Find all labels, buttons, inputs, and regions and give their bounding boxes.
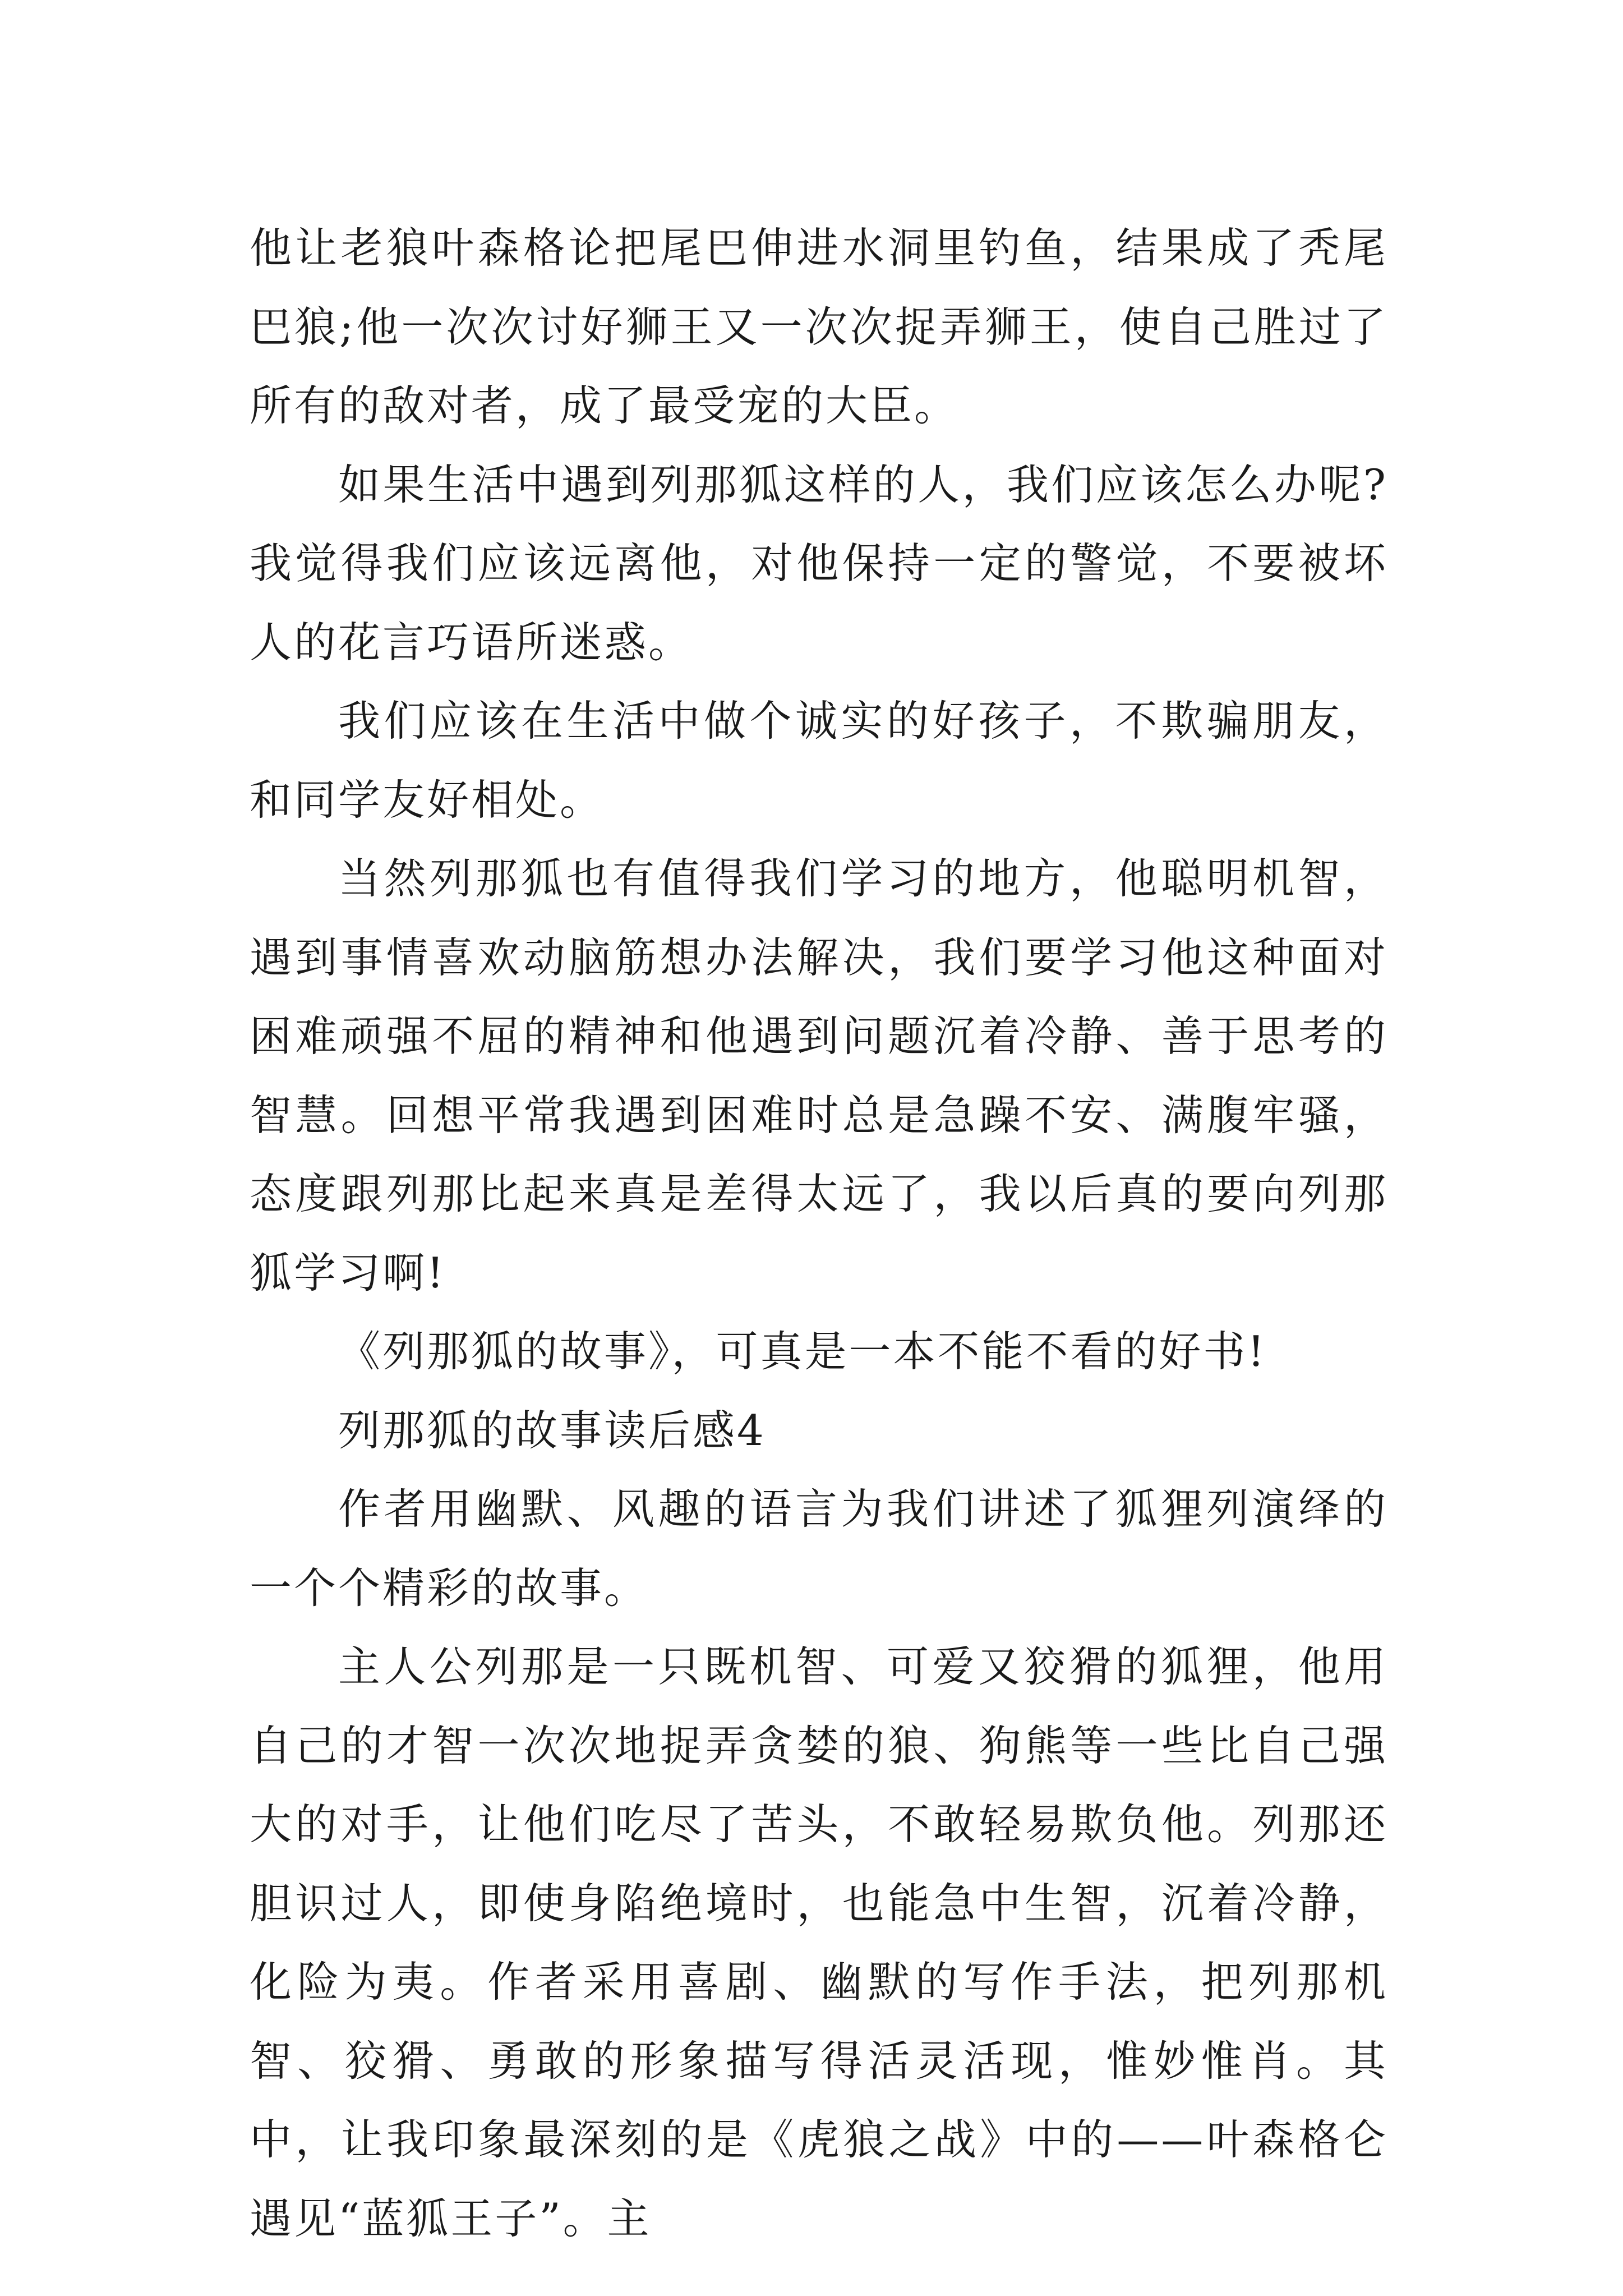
paragraph: 他让老狼叶森格论把尾巴伸进水洞里钓鱼，结果成了秃尾巴狼;他一次次讨好狮王又一次次捉弄狮王，使自己胜过了所有的敌对者，成了最受宠的大臣。 <box>250 223 1388 430</box>
document-body <box>250 209 1388 2258</box>
section-heading: 列那狐的故事读后感4 <box>338 1405 766 1455</box>
paragraph: 我们应该在生活中做个诚实的好孩子，不欺骗朋友，和同学友好相处。 <box>250 696 1388 825</box>
paragraph: 作者用幽默、风趣的语言为我们讲述了狐狸列演绎的一个个精彩的故事。 <box>250 1484 1388 1613</box>
paragraph: 当然列那狐也有值得我们学习的地方，他聪明机智，遇到事情喜欢动脑筋想办法解决，我们要学习他这种面对困难顽强不屈的精神和他遇到问题沉着冷静、善于思考的智慧。回想平常我遇到困难时总是急躁不安、满腹牢骚，态度跟列那比起来真是差得太远了，我以后真的要向列那狐学习啊! <box>250 854 1388 1297</box>
paragraph: 《列那狐的故事》，可真是一本不能不看的好书! <box>338 1327 1267 1376</box>
paragraph: 主人公列那是一只既机智、可爱又狡猾的狐狸，他用自己的才智一次次地捉弄贪婪的狼、狗熊等一些比自己强大的对手，让他们吃尽了苦头，不敢轻易欺负他。列那还胆识过人，即使身陷绝境时，也能急中生智，沉着冷静，化险为夷。作者采用喜剧、幽默的写作手法，把列那机智、狡猾、勇敢的形象描写得活灵活现，惟妙惟肖。其中，让我印象最深刻的是《虎狼之战》中的——叶森格仑遇见“蓝狐王子”。主 <box>250 1642 1388 2243</box>
paragraph: 如果生活中遇到列那狐这样的人，我们应该怎么办呢?我觉得我们应该远离他，对他保持一定的警觉，不要被坏人的花言巧语所迷惑。 <box>250 459 1388 667</box>
